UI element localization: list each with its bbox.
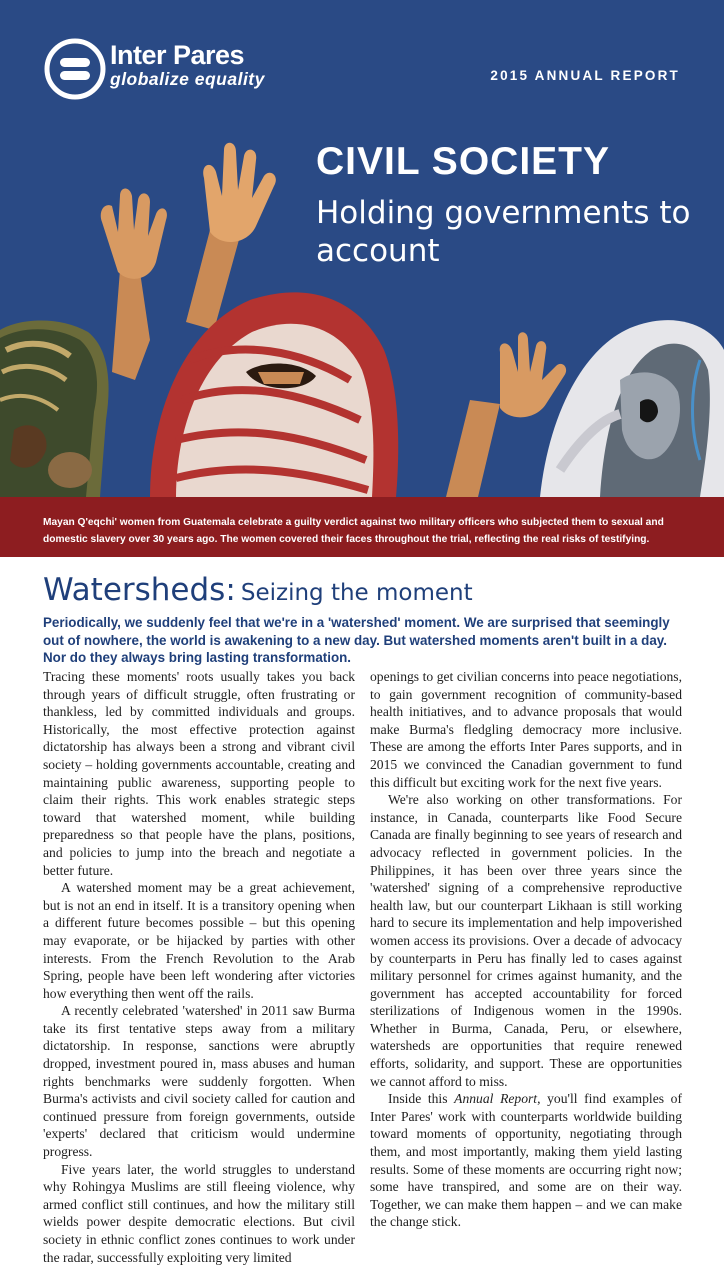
paragraph: Tracing these moments' roots usually takes you back through years of difficult struggle, often frustrating or thankless, led by committed individuals and groups. Historically, the most effective protection against dictatorship has always been a strong and vibrant civil society – holding governments accountable, creating and maintaining public awareness, supporting people to claim their rights. This work enables strategic steps toward that watershed moment, while building preparedness so that people have the plans, positions, and policies to jump into the breach and negotiate a better future. bbox=[43, 669, 355, 878]
paragraph: openings to get civilian concerns into peace negotiations, to gain government recognition of community-based health initiatives, and to advance proposals that would make Burma's fledgling democracy more inclusive. These are among the efforts Inter Pares supports, and in 2015 we convinced the Canadian government to fund this difficult but exciting work for the next five years. bbox=[370, 669, 682, 790]
brand-name: Inter Pares bbox=[110, 40, 245, 70]
article-title-sub: Seizing the moment bbox=[240, 580, 473, 606]
paragraph-rest: , you'll find examples of Inter Pares' work with counterparts worldwide building toward moments of opportunity, negotiating through them, and most importantly, making them yield lasting results. Some of these moments are occurring right now; some have transpired, and some are on their way. Together, we can make them happen – and we can make the change stick. bbox=[370, 1091, 682, 1230]
paragraph bbox=[370, 1090, 682, 1231]
brand-tagline: globalize equality bbox=[110, 69, 265, 89]
article-intro: Periodically, we suddenly feel that we're in a 'watershed' moment. We are surprised that seemingly out of nowhere, the world is awakening to a new day. But watershed moments aren't built in a day. Nor do they always bring lasting transformation. bbox=[43, 615, 670, 665]
hero-title: CIVIL SOCIETY bbox=[316, 140, 610, 183]
paragraph-lead: Inside this bbox=[388, 1091, 455, 1107]
article-column-right bbox=[370, 668, 682, 1231]
hero-subtitle: Holding governments to account bbox=[316, 195, 691, 269]
paragraph: A watershed moment may be a great achievement, but is not an end in itself. It is a transitory opening when a different future becomes possible – but this opening may evaporate, or be hijacked by parties with other interests. From the French Revolution to the Arab Spring, people have been left wondering after victories how everything then went off the rails. bbox=[43, 880, 355, 1001]
article-title bbox=[43, 572, 473, 608]
brand bbox=[110, 40, 265, 88]
inter-pares-logo-icon[interactable] bbox=[44, 38, 106, 100]
paragraph: A recently celebrated 'watershed' in 2011 saw Burma take its first tentative steps away from a military dictatorship. In response, sanctions were abruptly dropped, investment poured in, mass abuses and human rights benchmarks were suddenly forgotten. When Burma's activists and civil society called for caution and continued pressure from foreign governments, outside 'experts' declared that criticism would undermine progress. bbox=[43, 1003, 355, 1160]
caption-text: Mayan Q'eqchi' women from Guatemala celebrate a guilty verdict against two military officers who subjected them to sexual and domestic slavery over 30 years ago. The women covered their faces throughout the trial, reflecting the real risks of testifying. bbox=[43, 517, 664, 545]
report-label: 2015 ANNUAL REPORT bbox=[490, 68, 680, 83]
article-title-main: Watersheds: bbox=[43, 572, 236, 608]
report-title-italic: Annual Report bbox=[454, 1091, 538, 1107]
hero-banner bbox=[0, 0, 724, 497]
article-column-left bbox=[43, 668, 355, 1266]
paragraph: Five years later, the world struggles to understand why Rohingya Muslims are still fleeing violence, why armed conflict still continues, and how the military still wields power despite democratic elections. But civil society in ethnic conflict zones continues to work under the radar, successfully exploiting very limited bbox=[43, 1161, 355, 1265]
paragraph: We're also working on other transformations. For instance, in Canada, counterparts like Food Secure Canada are finally beginning to see years of research and advocacy reflected in government policies. In the Philippines, it has been over three years since the 'watershed' signing of a comprehensive reproductive health law, but our counterpart Likhaan is still working hard to secure its implementation and help impoverished women access its provisions. Over a decade of advocacy by counterparts in Peru has finally led to cases against military personnel for crimes against humanity, and the government has accepted accountability for forced sterilizations of Indigenous women in the 1990s. Whether in Burma, Canada, Peru, or elsewhere, watersheds are opportunities that require renewed efforts, solidarity, and support. These are opportunities we cannot afford to miss. bbox=[370, 792, 682, 1089]
photo-caption bbox=[0, 497, 724, 557]
